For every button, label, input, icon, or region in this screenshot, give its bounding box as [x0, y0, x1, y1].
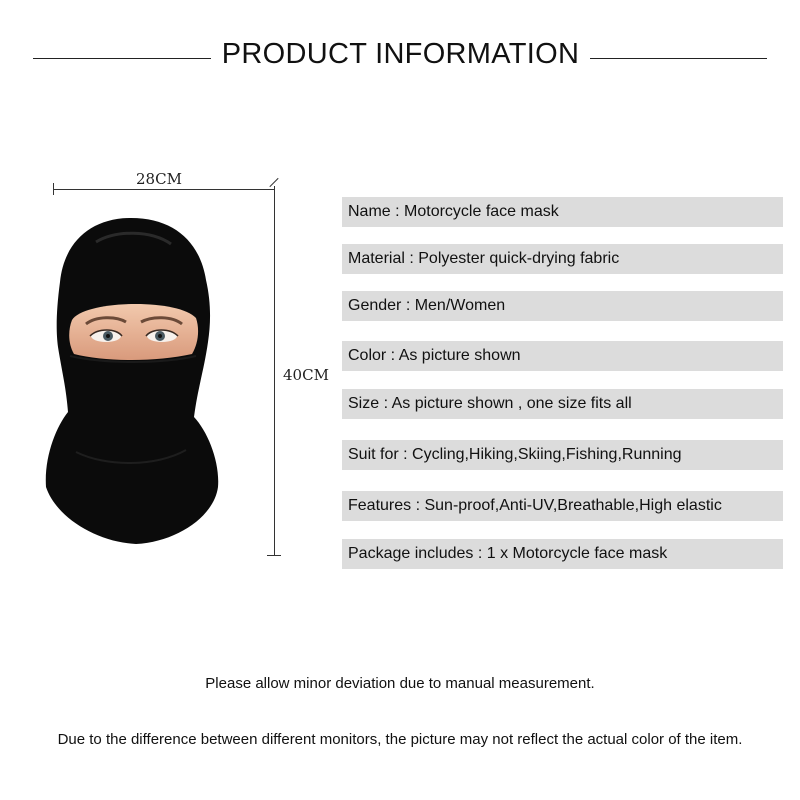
balaclava-mask-icon	[36, 212, 226, 552]
height-dimension-line	[274, 186, 275, 556]
height-dimension-cap	[267, 555, 281, 556]
title-rule-left	[33, 58, 211, 59]
width-label: 28CM	[136, 170, 182, 188]
spec-row-gender: Gender : Men/Women	[342, 291, 783, 321]
title-rule-right	[590, 58, 767, 59]
page-title: PRODUCT INFORMATION	[221, 38, 580, 70]
spec-row-suit-for: Suit for : Cycling,Hiking,Skiing,Fishing,Running	[342, 440, 783, 470]
spec-row-features: Features : Sun-proof,Anti-UV,Breathable,High elastic	[342, 491, 783, 521]
spec-row-color: Color : As picture shown	[342, 341, 783, 371]
spec-row-name: Name : Motorcycle face mask	[342, 197, 783, 227]
spec-row-package: Package includes : 1 x Motorcycle face mask	[342, 539, 783, 569]
height-label: 40CM	[283, 366, 329, 384]
spec-row-material: Material : Polyester quick-drying fabric	[342, 244, 783, 274]
measurement-note: Please allow minor deviation due to manual measurement.	[205, 675, 595, 692]
width-dimension-cap	[53, 183, 54, 195]
width-dimension-line	[53, 189, 274, 190]
color-disclaimer: Due to the difference between different monitors, the picture may not reflect the actual color of the item.	[57, 731, 743, 748]
spec-row-size: Size : As picture shown , one size fits all	[342, 389, 783, 419]
